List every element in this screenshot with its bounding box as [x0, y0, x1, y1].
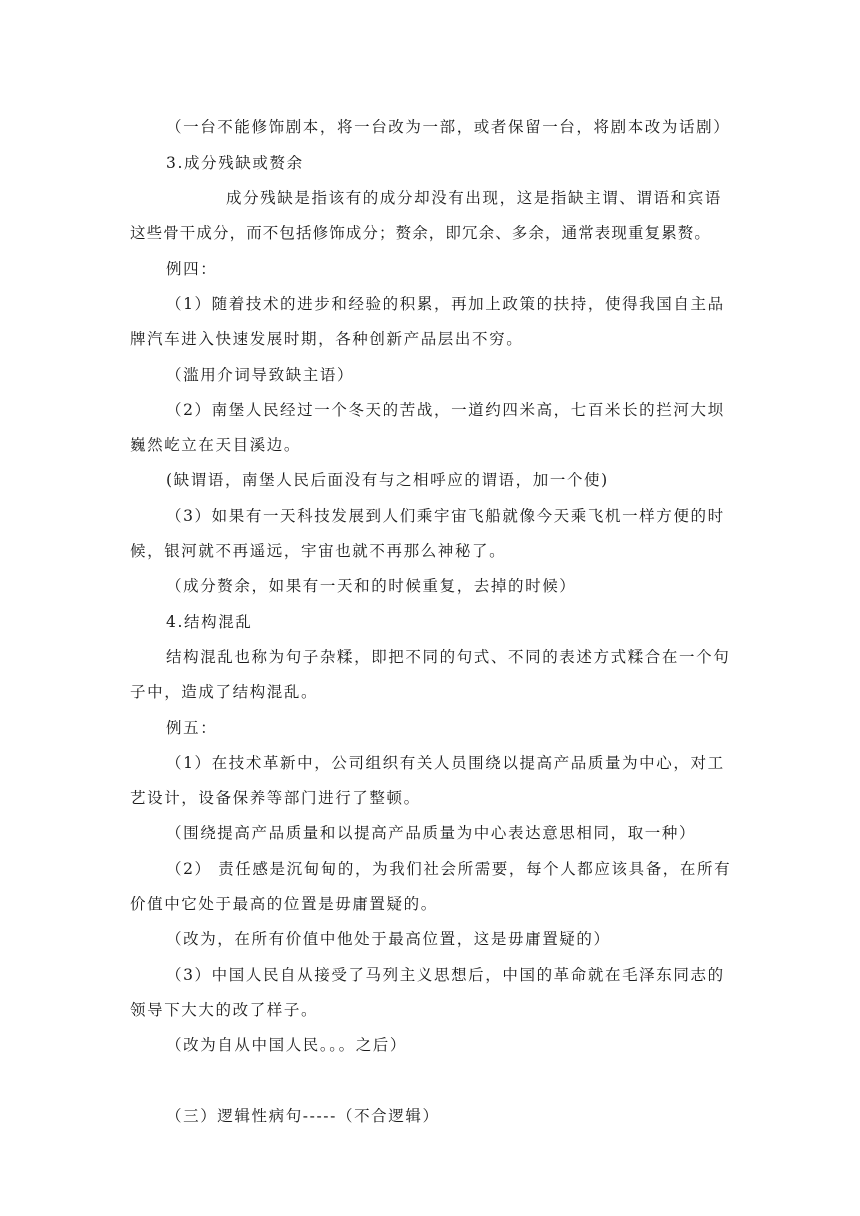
text-line: （一台不能修饰剧本，将一台改为一部，或者保留一台，将剧本改为话剧） — [166, 118, 731, 136]
text-line: （3）中国人民自从接受了马列主义思想后，中国的革命就在毛泽东同志的 — [166, 966, 725, 984]
text-line: （3）如果有一天科技发展到人们乘宇宙飞船就像今天乘飞机一样方便的时 — [166, 507, 725, 525]
text-line: 子中，造成了结构混乱。 — [130, 683, 319, 701]
text-line: 价值中它处于最高的位置是毋庸置疑的。 — [130, 895, 438, 913]
text-line: （滥用介词导致缺主语） — [166, 366, 355, 384]
text-line: 成分残缺是指该有的成分却没有出现，这是指缺主谓、谓语和宾语 — [226, 189, 722, 207]
text-line: (缺谓语，南堡人民后面没有与之相呼应的谓语，加一个使) — [166, 471, 609, 489]
text-line: 结构混乱也称为句子杂糅，即把不同的句式、不同的表述方式糅合在一个句 — [166, 648, 731, 666]
text-line: 这些骨干成分，而不包括修饰成分；赘余，即冗余、多余，通常表现重复累赘。 — [130, 224, 712, 242]
text-line: 候，银河就不再遥远，宇宙也就不再那么神秘了。 — [130, 542, 507, 560]
text-line: （1）随着技术的进步和经验的积累，再加上政策的扶持，使得我国自主品 — [166, 295, 725, 313]
text-line: 例四： — [166, 260, 218, 278]
text-line: 领导下大大的改了样子。 — [130, 1001, 319, 1019]
text-line: （2）南堡人民经过一个冬天的苦战，一道约四米高，七百米长的拦河大坝 — [166, 401, 725, 419]
text-line: （改为自从中国人民。。。之后） — [166, 1036, 408, 1054]
section-heading: 3.成分残缺或赘余 — [166, 154, 304, 172]
text-line: 艺设计，设备保养等部门进行了整顿。 — [130, 789, 421, 807]
text-line: 例五： — [166, 719, 218, 737]
text-line: 牌汽车进入快速发展时期，各种创新产品层出不穷。 — [130, 330, 524, 348]
text-line: （2） 责任感是沉甸甸的，为我们社会所需要，每个人都应该具备，在所有 — [166, 860, 732, 878]
text-line: （改为，在所有价值中他处于最高位置，这是毋庸置疑的） — [166, 930, 611, 948]
text-line: （围绕提高产品质量和以提高产品质量为中心表达意思相同，取一种） — [166, 824, 697, 842]
text-line: 巍然屹立在天目溪边。 — [130, 436, 302, 454]
text-line: （成分赘余，如果有一天和的时候重复，去掉的时候） — [166, 577, 577, 595]
section-heading: 4.结构混乱 — [166, 613, 253, 631]
text-line: （1）在技术革新中，公司组织有关人员围绕以提高产品质量为中心，对工 — [166, 754, 725, 772]
section-heading: （三）逻辑性病句-----（不合逻辑） — [166, 1107, 440, 1125]
